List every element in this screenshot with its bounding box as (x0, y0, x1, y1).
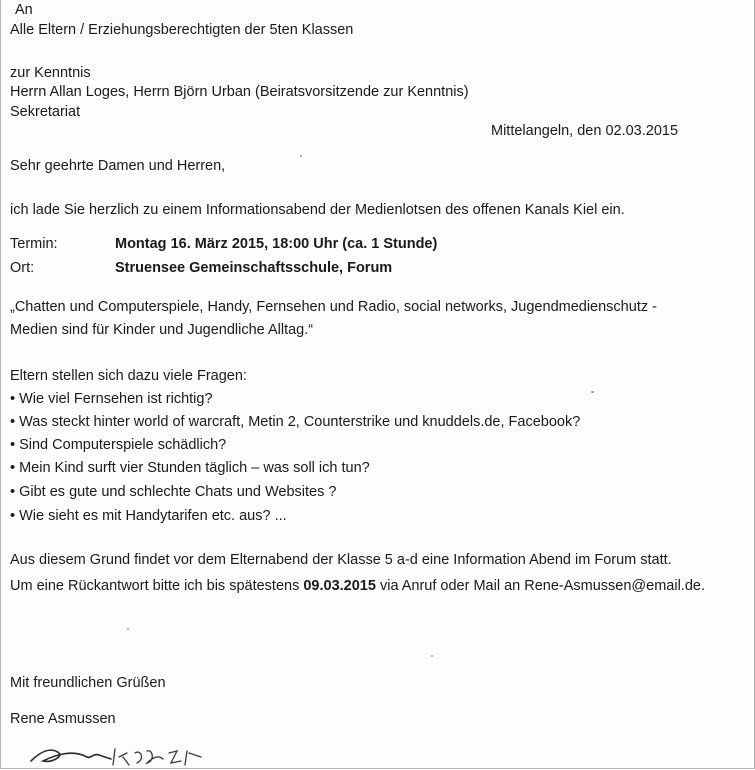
question-item: • Sind Computerspiele schädlich? (10, 437, 227, 453)
closing-line-2-post: via Anruf oder Mail an Rene-Asmussen@email.de. (375, 578, 705, 594)
intro-text: ich lade Sie herzlich zu einem Informationsabend der Medienlotsen des offenen Kanals Kiel ein. (10, 202, 625, 218)
regards: Mit freundlichen Grüßen (10, 675, 166, 691)
question-item: • Mein Kind surft vier Stunden täglich – was soll ich tun? (10, 460, 370, 476)
sender-name: Rene Asmussen (10, 711, 116, 727)
date-value: Montag 16. März 2015, 18:00 Uhr (ca. 1 Stunde) (115, 236, 438, 252)
salutation: Sehr geehrte Damen und Herren, (10, 158, 226, 174)
date-label: Termin: (10, 236, 58, 252)
scan-speck (591, 391, 594, 393)
to-line: Alle Eltern / Erziehungsberechtigten der 5ten Klassen (10, 22, 354, 38)
question-item: • Was steckt hinter world of warcraft, Metin 2, Counterstrike und knuddels.de, Facebook? (10, 414, 581, 430)
signature-icon (29, 735, 229, 770)
closing-line-2-pre: Um eine Rückantwort bitte ich bis spätestens (10, 578, 304, 594)
place-date: Mittelangeln, den 02.03.2015 (491, 123, 679, 139)
place-value: Struensee Gemeinschaftsschule, Forum (115, 260, 393, 276)
questions-intro: Eltern stellen sich dazu viele Fragen: (10, 368, 247, 384)
scan-speck (127, 628, 129, 630)
to-label: An (15, 2, 33, 18)
quote-line-2: Medien sind für Kinder und Jugendliche Alltag.“ (10, 322, 314, 338)
place-label: Ort: (10, 260, 35, 276)
closing-line-1: Aus diesem Grund findet vor dem Elternabend der Klasse 5 a-d eine Information Abend im Forum statt. (10, 552, 672, 568)
scan-speck (300, 155, 302, 157)
question-item: • Gibt es gute und schlechte Chats und Websites ? (10, 484, 337, 500)
scan-speck (431, 655, 433, 657)
question-item: • Wie sieht es mit Handytarifen etc. aus? ... (10, 508, 287, 524)
quote-line-1: „Chatten und Computerspiele, Handy, Fernsehen und Radio, social networks, Jugendmedienschutz - (10, 299, 657, 315)
reply-deadline: 09.03.2015 (303, 578, 376, 594)
cc-label: zur Kenntnis (10, 65, 91, 81)
question-item: • Wie viel Fernsehen ist richtig? (10, 391, 213, 407)
cc-line: Herrn Allan Loges, Herrn Björn Urban (Beiratsvorsitzende zur Kenntnis) (10, 84, 469, 100)
cc-line-2: Sekretariat (10, 104, 81, 120)
closing-line-2 (10, 577, 705, 595)
